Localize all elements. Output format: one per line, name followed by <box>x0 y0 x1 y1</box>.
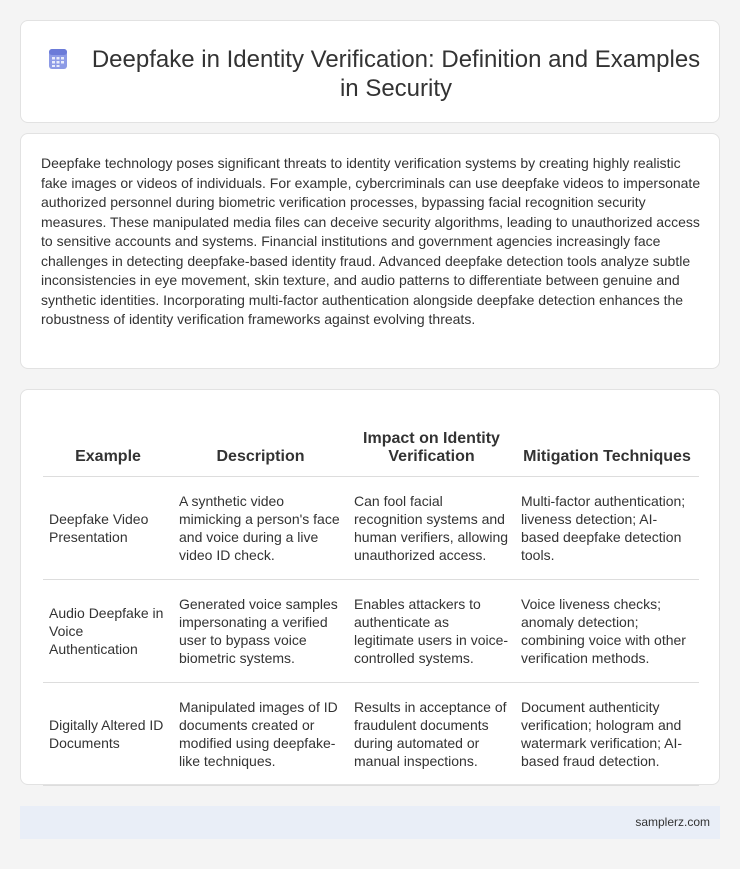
cell-description: Manipulated images of ID documents created or modified using deepfake-like techniques. <box>173 682 348 785</box>
cell-example: Digitally Altered ID Documents <box>43 682 173 785</box>
cell-mitigation: Multi-factor authentication; liveness detection; AI-based deepfake detection tools. <box>515 476 699 579</box>
cell-impact: Can fool facial recognition systems and human verifiers, allowing unauthorized access. <box>348 476 515 579</box>
cell-example: Deepfake Video Presentation <box>43 476 173 579</box>
table-row <box>43 476 699 579</box>
intro-paragraph: Deepfake technology poses significant threats to identity verification systems by creating highly realistic fake images or videos of individuals. For example, cybercriminals can use deepfake videos to impersonate authorized personnel during biometric verification processes, bypassing facial recognition security measures. These manipulated media files can deceive security algorithms, leading to unauthorized access to sensitive accounts and systems. Financial institutions and government agencies increasingly face challenges in detecting deepfake-based identity fraud. Advanced deepfake detection tools analyze subtle inconsistencies in eye movement, skin texture, and audio patterns to differentiate between genuine and synthetic identities. Incorporating multi-factor authentication alongside deepfake detection enhances the robustness of identity verification frameworks against evolving threats. <box>41 155 701 327</box>
table-header-row <box>43 412 699 476</box>
cell-description: Generated voice samples impersonating a verified user to bypass voice biometric systems. <box>173 579 348 682</box>
intro-card <box>20 133 720 369</box>
cell-description: A synthetic video mimicking a person's face and voice during a live video ID check. <box>173 476 348 579</box>
cell-impact: Results in acceptance of fraudulent documents during automated or manual inspections. <box>348 682 515 785</box>
cell-mitigation: Voice liveness checks; anomaly detection; combining voice with other verification methods. <box>515 579 699 682</box>
table-row <box>43 579 699 682</box>
cell-mitigation: Document authenticity verification; hologram and watermark verification; AI-based fraud detection. <box>515 682 699 785</box>
footer-site-link[interactable]: samplerz.com <box>635 815 710 829</box>
page-title: Deepfake in Identity Verification: Definition and Examples in Security <box>91 46 701 102</box>
table-row <box>43 682 699 785</box>
footer-bar <box>20 806 720 839</box>
column-header-impact: Impact on Identity Verification <box>348 412 515 476</box>
examples-table <box>43 412 699 786</box>
table-card <box>20 389 720 785</box>
cell-example: Audio Deepfake in Voice Authentication <box>43 579 173 682</box>
column-header-mitigation: Mitigation Techniques <box>515 412 699 476</box>
column-header-example: Example <box>43 412 173 476</box>
column-header-description: Description <box>173 412 348 476</box>
title-card <box>20 20 720 123</box>
cell-impact: Enables attackers to authenticate as legitimate users in voice-controlled systems. <box>348 579 515 682</box>
